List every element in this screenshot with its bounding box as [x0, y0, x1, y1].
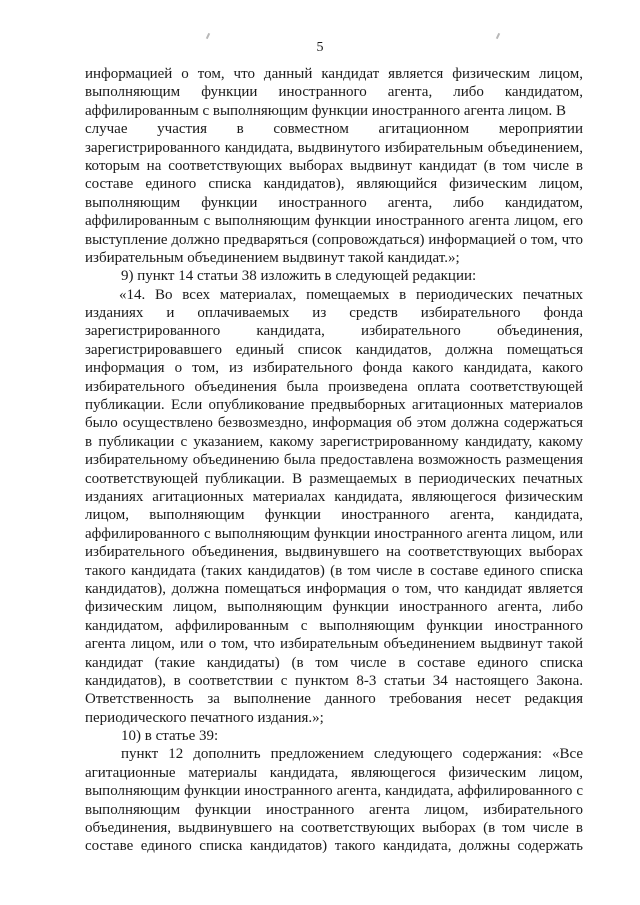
text-line: выполняющим функции иностранного агента, либо кандидатом, — [85, 194, 583, 211]
text-line: информация о том, из избирательного фонда какого кандидата, какого — [85, 360, 583, 377]
text-line: соответствующей публикации. В размещаемых в периодических печатных — [85, 470, 583, 487]
text-line: кандидатов), должна помещаться информация о том, что кандидат является — [85, 580, 583, 597]
text-line: лицом, выполняющим функции иностранного агента, кандидата, — [85, 507, 583, 524]
scan-artifact — [496, 33, 500, 39]
text-line: избирательного объединения, выдвинувшего на соответствующих выборах — [85, 544, 583, 561]
text-line: публикации. Если опубликование предвыборных агитационных материалов — [85, 397, 583, 414]
text-line: выполняющим функции иностранного агента лицом, избирательного — [85, 801, 583, 818]
text-line: выполняющим функции иностранного агента, либо кандидатом, — [85, 84, 583, 101]
text-line: информацией о том, что данный кандидат является физическим лицом, — [85, 66, 583, 82]
text-line: агитационные материалы кандидата, являющегося физическим лицом, — [85, 764, 583, 781]
text-line: Ответственность за выполнение данного требования несет редакция — [85, 691, 583, 708]
text-line: которым на соответствующих выборах выдвинут кандидат (в том числе в — [85, 157, 583, 174]
document-body — [85, 65, 583, 856]
page-number: 5 — [316, 40, 324, 55]
text-line: составе единого списка кандидатов) такого кандидата, должны содержать — [85, 838, 583, 855]
text-line: изданиях агитационных материалах кандидата, являющегося физическим — [85, 488, 583, 505]
text-line: аффилированным с выполняющим функции иностранного агента лицом. В — [85, 102, 567, 119]
text-line: избирательного объединения была произведена оплата соответствующей — [85, 378, 583, 395]
text-line: кандидатов), в соответствии с пунктом 8-3 статьи 34 настоящего Закона. — [85, 672, 583, 689]
text-line: зарегистрированного кандидата, выдвинутого избирательным объединением, — [85, 139, 583, 156]
text-line: 10) в статье 39: — [121, 728, 219, 745]
text-line: физическим лицом, выполняющим функции иностранного агента, либо — [85, 599, 583, 616]
text-line: объединения, выдвинувшего на соответствующих выборах (в том числе в — [85, 820, 583, 837]
text-line: изданиях и оплачиваемых из средств избирательного фонда — [85, 305, 583, 322]
text-line: кандидат (такие кандидаты) (в том числе в составе единого списка — [85, 654, 583, 671]
text-line: аффилированным с выполняющим функции иностранного агента лицом, его — [85, 213, 583, 230]
text-line: «14. Во всех материалах, помещаемых в периодических печатных — [119, 286, 583, 303]
text-line: зарегистрированного кандидата, избирательного объединения, — [85, 323, 583, 340]
text-line: избирательному объединению была предоставлена возможность размещения — [85, 452, 583, 469]
text-line: агента лицом, или о том, что избирательным объединением выдвинут такой — [85, 636, 583, 653]
text-line: кандидатом, аффилированным с выполняющим функции иностранного — [85, 617, 583, 634]
text-line: такого кандидата (таких кандидатов) (в том числе в составе единого списка — [85, 562, 583, 579]
text-line: случае участия в совместном агитационном мероприятии — [85, 121, 583, 138]
text-line: составе единого списка кандидатов), являющийся физическим лицом, — [85, 176, 583, 193]
text-line: в публикации с указанием, какому зарегистрированному кандидату, какому — [85, 433, 583, 450]
text-line: выполняющим функции иностранного агента, кандидата, аффилированного с — [85, 783, 583, 800]
scan-artifact — [206, 33, 210, 39]
text-line: избирательным объединением выдвинут такой кандидат.»; — [85, 249, 460, 266]
text-line: выступление должно предваряться (сопровождаться) информацией о том, что — [85, 231, 583, 248]
text-line: аффилированного с выполняющим функции иностранного агента лицом, или — [85, 525, 583, 542]
text-line: зарегистрировавшего единый список кандидатов, должна помещаться — [85, 341, 583, 358]
text-line: периодического печатного издания.»; — [85, 709, 324, 726]
text-line: было осуществлено безвозмездно, информация об этом должна содержаться — [85, 415, 583, 432]
text-line: 9) пункт 14 статьи 38 изложить в следующей редакции: — [121, 268, 477, 285]
text-line: пункт 12 дополнить предложением следующего содержания: «Все — [121, 746, 583, 763]
